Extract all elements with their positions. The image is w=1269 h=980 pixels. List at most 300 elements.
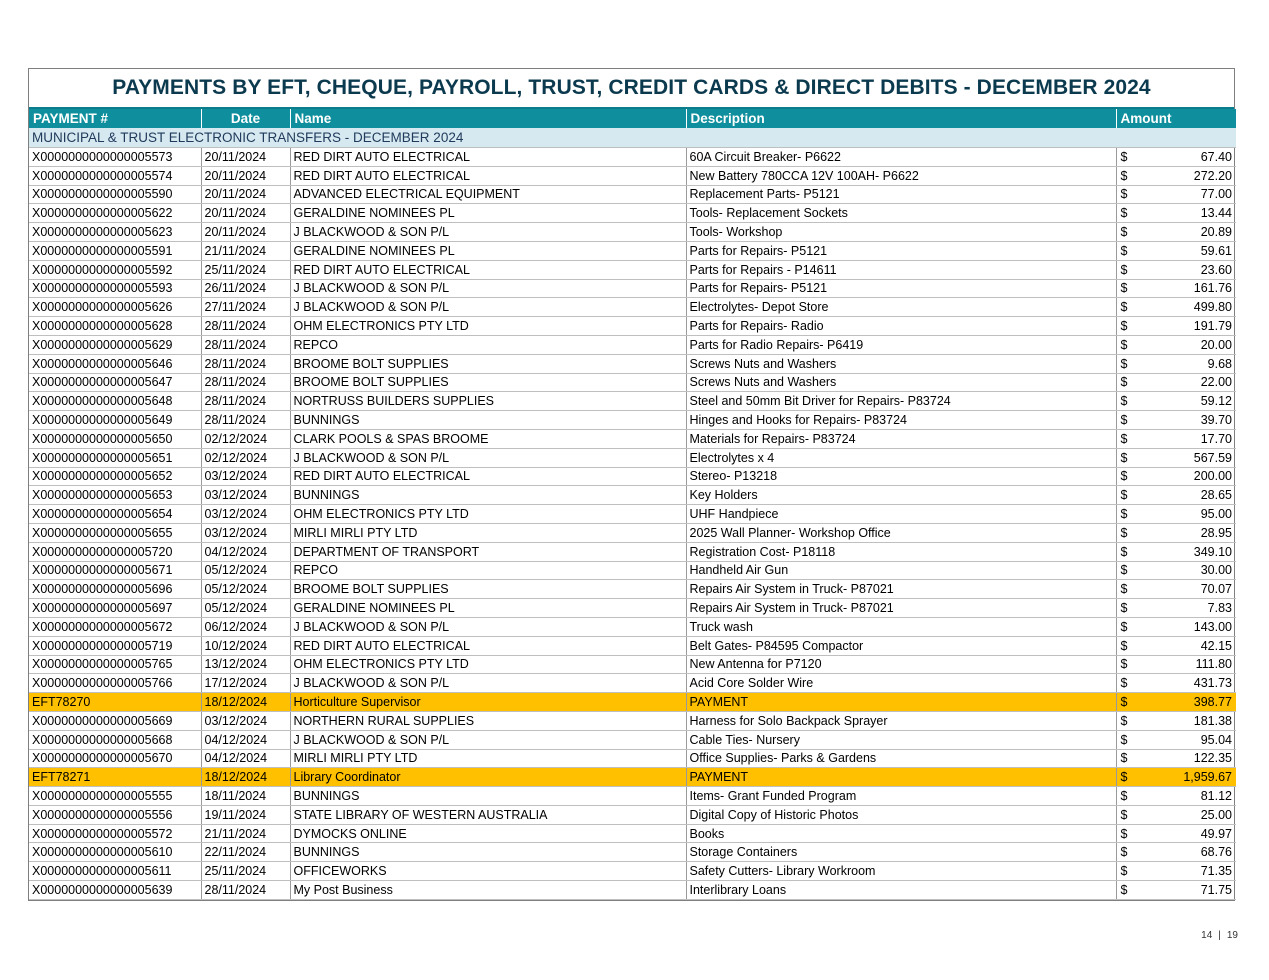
cell-description: Repairs Air System in Truck- P87021 xyxy=(686,580,1116,599)
amount-value: 28.65 xyxy=(1200,488,1232,503)
amount-value: 272.20 xyxy=(1193,168,1232,183)
cell-payment: EFT78270 xyxy=(29,693,201,712)
cell-date: 06/12/2024 xyxy=(201,617,290,636)
currency-symbol: $ xyxy=(1120,375,1128,390)
cell-description: Books xyxy=(686,824,1116,843)
currency-symbol: $ xyxy=(1120,713,1128,728)
amount-value: 1,959.67 xyxy=(1183,770,1232,785)
cell-date: 05/12/2024 xyxy=(201,561,290,580)
cell-amount xyxy=(1116,354,1236,373)
cell-date: 04/12/2024 xyxy=(201,749,290,768)
cell-payment: X0000000000000005610 xyxy=(29,843,201,862)
cell-payment: X0000000000000005652 xyxy=(29,467,201,486)
cell-payment: X0000000000000005697 xyxy=(29,599,201,618)
amount-value: 191.79 xyxy=(1193,319,1232,334)
table-row xyxy=(29,335,1236,354)
currency-symbol: $ xyxy=(1120,337,1128,352)
cell-name: CLARK POOLS & SPAS BROOME xyxy=(290,429,686,448)
cell-name: GERALDINE NOMINEES PL xyxy=(290,599,686,618)
cell-payment: X0000000000000005719 xyxy=(29,636,201,655)
amount-value: 95.00 xyxy=(1200,507,1232,522)
cell-date: 03/12/2024 xyxy=(201,467,290,486)
table-row xyxy=(29,204,1236,223)
cell-date: 28/11/2024 xyxy=(201,317,290,336)
amount-value: 77.00 xyxy=(1200,187,1232,202)
cell-amount xyxy=(1116,486,1236,505)
cell-date: 22/11/2024 xyxy=(201,843,290,862)
currency-symbol: $ xyxy=(1120,788,1128,803)
cell-date: 18/12/2024 xyxy=(201,693,290,712)
amount-value: 111.80 xyxy=(1195,657,1232,672)
cell-name: RED DIRT AUTO ELECTRICAL xyxy=(290,636,686,655)
table-row xyxy=(29,411,1236,430)
cell-description: Parts for Radio Repairs- P6419 xyxy=(686,335,1116,354)
table-row xyxy=(29,505,1236,524)
cell-date: 28/11/2024 xyxy=(201,373,290,392)
cell-description: Key Holders xyxy=(686,486,1116,505)
cell-description: Screws Nuts and Washers xyxy=(686,373,1116,392)
cell-description: Electrolytes- Depot Store xyxy=(686,298,1116,317)
amount-value: 49.97 xyxy=(1200,826,1232,841)
cell-payment: X0000000000000005628 xyxy=(29,317,201,336)
cell-name: GERALDINE NOMINEES PL xyxy=(290,241,686,260)
cell-amount xyxy=(1116,824,1236,843)
column-header-amount: Amount xyxy=(1116,109,1236,128)
table-row xyxy=(29,787,1236,806)
cell-description: Tools- Replacement Sockets xyxy=(686,204,1116,223)
column-header-payment: PAYMENT # xyxy=(29,109,201,128)
cell-name: J BLACKWOOD & SON P/L xyxy=(290,448,686,467)
table-row xyxy=(29,805,1236,824)
cell-description: Parts for Repairs- Radio xyxy=(686,317,1116,336)
cell-name: REPCO xyxy=(290,561,686,580)
cell-name: J BLACKWOOD & SON P/L xyxy=(290,223,686,242)
cell-payment: X0000000000000005655 xyxy=(29,523,201,542)
cell-amount xyxy=(1116,260,1236,279)
cell-payment: X0000000000000005696 xyxy=(29,580,201,599)
cell-amount xyxy=(1116,467,1236,486)
cell-name: J BLACKWOOD & SON P/L xyxy=(290,730,686,749)
amount-value: 161.76 xyxy=(1193,281,1232,296)
currency-symbol: $ xyxy=(1120,262,1128,277)
cell-description: Repairs Air System in Truck- P87021 xyxy=(686,599,1116,618)
cell-description: Truck wash xyxy=(686,617,1116,636)
table-row xyxy=(29,824,1236,843)
amount-value: 17.70 xyxy=(1200,431,1232,446)
currency-symbol: $ xyxy=(1120,243,1128,258)
cell-payment: X0000000000000005765 xyxy=(29,655,201,674)
cell-amount xyxy=(1116,542,1236,561)
cell-date: 20/11/2024 xyxy=(201,204,290,223)
currency-symbol: $ xyxy=(1120,563,1128,578)
cell-payment: X0000000000000005648 xyxy=(29,392,201,411)
cell-date: 05/12/2024 xyxy=(201,599,290,618)
cell-payment: X0000000000000005593 xyxy=(29,279,201,298)
cell-payment: X0000000000000005649 xyxy=(29,411,201,430)
cell-payment: X0000000000000005590 xyxy=(29,185,201,204)
currency-symbol: $ xyxy=(1120,695,1128,709)
cell-amount xyxy=(1116,505,1236,524)
table-row xyxy=(29,467,1236,486)
cell-date: 03/12/2024 xyxy=(201,486,290,505)
cell-name: BROOME BOLT SUPPLIES xyxy=(290,354,686,373)
page-current: 14 xyxy=(1201,930,1213,941)
cell-name: RED DIRT AUTO ELECTRICAL xyxy=(290,467,686,486)
amount-value: 431.73 xyxy=(1193,676,1232,691)
cell-description: Parts for Repairs- P5121 xyxy=(686,241,1116,260)
table-row xyxy=(29,241,1236,260)
cell-date: 13/12/2024 xyxy=(201,655,290,674)
table-row xyxy=(29,429,1236,448)
amount-value: 20.89 xyxy=(1200,225,1232,240)
amount-value: 143.00 xyxy=(1193,619,1232,634)
cell-description: Safety Cutters- Library Workroom xyxy=(686,862,1116,881)
amount-value: 71.35 xyxy=(1200,864,1232,879)
currency-symbol: $ xyxy=(1120,619,1128,634)
cell-name: BUNNINGS xyxy=(290,411,686,430)
cell-amount xyxy=(1116,448,1236,467)
table-row xyxy=(29,768,1236,787)
cell-name: My Post Business xyxy=(290,881,686,900)
cell-amount xyxy=(1116,148,1236,167)
cell-description: Hinges and Hooks for Repairs- P83724 xyxy=(686,411,1116,430)
amount-value: 349.10 xyxy=(1193,544,1232,559)
cell-amount xyxy=(1116,279,1236,298)
cell-payment: X0000000000000005654 xyxy=(29,505,201,524)
currency-symbol: $ xyxy=(1120,206,1128,221)
cell-date: 18/12/2024 xyxy=(201,768,290,787)
currency-symbol: $ xyxy=(1120,882,1128,897)
cell-name: NORTRUSS BUILDERS SUPPLIES xyxy=(290,392,686,411)
currency-symbol: $ xyxy=(1120,281,1128,296)
table-row xyxy=(29,862,1236,881)
cell-payment: X0000000000000005651 xyxy=(29,448,201,467)
amount-value: 398.77 xyxy=(1193,695,1232,709)
amount-value: 39.70 xyxy=(1200,413,1232,428)
cell-amount xyxy=(1116,787,1236,806)
page-number xyxy=(1198,930,1241,941)
currency-symbol: $ xyxy=(1120,413,1128,428)
cell-date: 21/11/2024 xyxy=(201,241,290,260)
cell-amount xyxy=(1116,429,1236,448)
amount-value: 122.35 xyxy=(1193,751,1232,766)
cell-amount xyxy=(1116,730,1236,749)
currency-symbol: $ xyxy=(1120,657,1128,672)
cell-description: Office Supplies- Parks & Gardens xyxy=(686,749,1116,768)
cell-description: Items- Grant Funded Program xyxy=(686,787,1116,806)
payments-sheet xyxy=(28,68,1235,901)
currency-symbol: $ xyxy=(1120,638,1128,653)
cell-description: Parts for Repairs - P14611 xyxy=(686,260,1116,279)
cell-date: 03/12/2024 xyxy=(201,711,290,730)
cell-description: 2025 Wall Planner- Workshop Office xyxy=(686,523,1116,542)
amount-value: 59.12 xyxy=(1200,394,1232,409)
table-row xyxy=(29,749,1236,768)
table-row xyxy=(29,711,1236,730)
cell-amount xyxy=(1116,862,1236,881)
cell-payment: X0000000000000005650 xyxy=(29,429,201,448)
cell-name: J BLACKWOOD & SON P/L xyxy=(290,617,686,636)
currency-symbol: $ xyxy=(1120,319,1128,334)
cell-amount xyxy=(1116,392,1236,411)
cell-date: 28/11/2024 xyxy=(201,881,290,900)
cell-description: PAYMENT xyxy=(686,693,1116,712)
cell-name: OHM ELECTRONICS PTY LTD xyxy=(290,317,686,336)
cell-date: 28/11/2024 xyxy=(201,335,290,354)
table-row xyxy=(29,674,1236,693)
cell-description: New Battery 780CCA 12V 100AH- P6622 xyxy=(686,166,1116,185)
cell-payment: X0000000000000005766 xyxy=(29,674,201,693)
cell-payment: X0000000000000005669 xyxy=(29,711,201,730)
table-row xyxy=(29,148,1236,167)
cell-description: Registration Cost- P18118 xyxy=(686,542,1116,561)
cell-date: 25/11/2024 xyxy=(201,260,290,279)
currency-symbol: $ xyxy=(1120,544,1128,559)
cell-description: Screws Nuts and Washers xyxy=(686,354,1116,373)
currency-symbol: $ xyxy=(1120,187,1128,202)
currency-symbol: $ xyxy=(1120,582,1128,597)
currency-symbol: $ xyxy=(1120,864,1128,879)
table-header-row xyxy=(29,109,1236,128)
currency-symbol: $ xyxy=(1120,450,1128,465)
table-row xyxy=(29,580,1236,599)
cell-name: MIRLI MIRLI PTY LTD xyxy=(290,523,686,542)
amount-value: 181.38 xyxy=(1193,713,1232,728)
cell-name: Horticulture Supervisor xyxy=(290,693,686,712)
cell-description: Digital Copy of Historic Photos xyxy=(686,805,1116,824)
table-row xyxy=(29,599,1236,618)
cell-name: BUNNINGS xyxy=(290,843,686,862)
table-row xyxy=(29,392,1236,411)
amount-value: 68.76 xyxy=(1200,845,1232,860)
currency-symbol: $ xyxy=(1120,751,1128,766)
table-row xyxy=(29,486,1236,505)
currency-symbol: $ xyxy=(1120,394,1128,409)
table-row xyxy=(29,317,1236,336)
cell-description: Steel and 50mm Bit Driver for Repairs- P83724 xyxy=(686,392,1116,411)
table-row xyxy=(29,693,1236,712)
amount-value: 22.00 xyxy=(1200,375,1232,390)
cell-name: RED DIRT AUTO ELECTRICAL xyxy=(290,166,686,185)
cell-date: 19/11/2024 xyxy=(201,805,290,824)
cell-amount xyxy=(1116,693,1236,712)
cell-date: 02/12/2024 xyxy=(201,448,290,467)
amount-value: 23.60 xyxy=(1200,262,1232,277)
table-row xyxy=(29,655,1236,674)
cell-payment: X0000000000000005670 xyxy=(29,749,201,768)
cell-description: Materials for Repairs- P83724 xyxy=(686,429,1116,448)
cell-date: 20/11/2024 xyxy=(201,223,290,242)
cell-description: PAYMENT xyxy=(686,768,1116,787)
currency-symbol: $ xyxy=(1120,431,1128,446)
payments-table xyxy=(29,109,1236,900)
cell-description: Replacement Parts- P5121 xyxy=(686,185,1116,204)
cell-date: 02/12/2024 xyxy=(201,429,290,448)
cell-payment: X0000000000000005572 xyxy=(29,824,201,843)
cell-amount xyxy=(1116,805,1236,824)
cell-date: 17/12/2024 xyxy=(201,674,290,693)
cell-payment: X0000000000000005720 xyxy=(29,542,201,561)
cell-amount xyxy=(1116,166,1236,185)
cell-description: Tools- Workshop xyxy=(686,223,1116,242)
amount-value: 59.61 xyxy=(1200,243,1232,258)
amount-value: 20.00 xyxy=(1200,337,1232,352)
cell-amount xyxy=(1116,674,1236,693)
table-row xyxy=(29,561,1236,580)
table-row xyxy=(29,448,1236,467)
cell-payment: X0000000000000005653 xyxy=(29,486,201,505)
cell-date: 04/12/2024 xyxy=(201,542,290,561)
cell-amount xyxy=(1116,373,1236,392)
amount-value: 95.04 xyxy=(1200,732,1232,747)
cell-amount xyxy=(1116,636,1236,655)
cell-amount xyxy=(1116,411,1236,430)
cell-name: BUNNINGS xyxy=(290,787,686,806)
cell-name: REPCO xyxy=(290,335,686,354)
cell-date: 03/12/2024 xyxy=(201,523,290,542)
cell-name: MIRLI MIRLI PTY LTD xyxy=(290,749,686,768)
cell-amount xyxy=(1116,617,1236,636)
amount-value: 13.44 xyxy=(1200,206,1232,221)
cell-date: 28/11/2024 xyxy=(201,354,290,373)
cell-date: 20/11/2024 xyxy=(201,148,290,167)
amount-value: 30.00 xyxy=(1200,563,1232,578)
cell-date: 05/12/2024 xyxy=(201,580,290,599)
page-total: 19 xyxy=(1226,930,1238,941)
page-title: PAYMENTS BY EFT, CHEQUE, PAYROLL, TRUST, CREDIT CARDS & DIRECT DEBITS - DECEMBER 2024 xyxy=(29,69,1234,109)
cell-name: BUNNINGS xyxy=(290,486,686,505)
cell-description: New Antenna for P7120 xyxy=(686,655,1116,674)
table-row xyxy=(29,636,1236,655)
cell-description: Interlibrary Loans xyxy=(686,881,1116,900)
currency-symbol: $ xyxy=(1120,507,1128,522)
cell-amount xyxy=(1116,580,1236,599)
cell-name: RED DIRT AUTO ELECTRICAL xyxy=(290,260,686,279)
cell-name: GERALDINE NOMINEES PL xyxy=(290,204,686,223)
currency-symbol: $ xyxy=(1120,469,1128,484)
cell-amount xyxy=(1116,561,1236,580)
cell-description: Stereo- P13218 xyxy=(686,467,1116,486)
cell-amount xyxy=(1116,185,1236,204)
table-row xyxy=(29,185,1236,204)
cell-payment: X0000000000000005555 xyxy=(29,787,201,806)
table-row xyxy=(29,279,1236,298)
cell-amount xyxy=(1116,335,1236,354)
cell-amount xyxy=(1116,223,1236,242)
currency-symbol: $ xyxy=(1120,826,1128,841)
cell-date: 04/12/2024 xyxy=(201,730,290,749)
amount-value: 42.15 xyxy=(1200,638,1232,653)
cell-payment: X0000000000000005622 xyxy=(29,204,201,223)
table-row xyxy=(29,542,1236,561)
currency-symbol: $ xyxy=(1120,488,1128,503)
cell-description: Harness for Solo Backpack Sprayer xyxy=(686,711,1116,730)
cell-name: BROOME BOLT SUPPLIES xyxy=(290,373,686,392)
cell-description: Parts for Repairs- P5121 xyxy=(686,279,1116,298)
cell-description: 60A Circuit Breaker- P6622 xyxy=(686,148,1116,167)
currency-symbol: $ xyxy=(1120,845,1128,860)
amount-value: 67.40 xyxy=(1200,149,1232,164)
currency-symbol: $ xyxy=(1120,732,1128,747)
cell-description: Electrolytes x 4 xyxy=(686,448,1116,467)
column-header-name: Name xyxy=(290,109,686,128)
page-separator: | xyxy=(1218,930,1221,941)
cell-name: DEPARTMENT OF TRANSPORT xyxy=(290,542,686,561)
cell-payment: X0000000000000005556 xyxy=(29,805,201,824)
cell-name: DYMOCKS ONLINE xyxy=(290,824,686,843)
column-header-date: Date xyxy=(201,109,290,128)
cell-amount xyxy=(1116,523,1236,542)
table-row xyxy=(29,523,1236,542)
table-row xyxy=(29,843,1236,862)
cell-date: 25/11/2024 xyxy=(201,862,290,881)
currency-symbol: $ xyxy=(1120,300,1128,315)
cell-name: BROOME BOLT SUPPLIES xyxy=(290,580,686,599)
currency-symbol: $ xyxy=(1120,356,1128,371)
amount-value: 9.68 xyxy=(1207,356,1232,371)
cell-payment: X0000000000000005668 xyxy=(29,730,201,749)
cell-name: OHM ELECTRONICS PTY LTD xyxy=(290,655,686,674)
currency-symbol: $ xyxy=(1120,149,1128,164)
cell-payment: X0000000000000005573 xyxy=(29,148,201,167)
cell-amount xyxy=(1116,298,1236,317)
cell-amount xyxy=(1116,241,1236,260)
cell-payment: X0000000000000005591 xyxy=(29,241,201,260)
cell-payment: X0000000000000005623 xyxy=(29,223,201,242)
table-row xyxy=(29,354,1236,373)
cell-amount xyxy=(1116,843,1236,862)
cell-date: 27/11/2024 xyxy=(201,298,290,317)
cell-name: RED DIRT AUTO ELECTRICAL xyxy=(290,148,686,167)
cell-name: J BLACKWOOD & SON P/L xyxy=(290,298,686,317)
amount-value: 499.80 xyxy=(1193,300,1232,315)
cell-amount xyxy=(1116,317,1236,336)
cell-name: J BLACKWOOD & SON P/L xyxy=(290,279,686,298)
cell-date: 20/11/2024 xyxy=(201,185,290,204)
cell-amount xyxy=(1116,749,1236,768)
cell-description: Cable Ties- Nursery xyxy=(686,730,1116,749)
amount-value: 200.00 xyxy=(1193,469,1232,484)
cell-payment: X0000000000000005672 xyxy=(29,617,201,636)
table-row xyxy=(29,223,1236,242)
cell-payment: X0000000000000005671 xyxy=(29,561,201,580)
cell-description: Handheld Air Gun xyxy=(686,561,1116,580)
currency-symbol: $ xyxy=(1120,225,1128,240)
currency-symbol: $ xyxy=(1120,601,1128,616)
cell-amount xyxy=(1116,881,1236,900)
cell-amount xyxy=(1116,204,1236,223)
cell-description: UHF Handpiece xyxy=(686,505,1116,524)
cell-payment: X0000000000000005647 xyxy=(29,373,201,392)
amount-value: 7.83 xyxy=(1207,601,1232,616)
cell-name: OHM ELECTRONICS PTY LTD xyxy=(290,505,686,524)
cell-payment: X0000000000000005626 xyxy=(29,298,201,317)
currency-symbol: $ xyxy=(1120,525,1128,540)
cell-date: 18/11/2024 xyxy=(201,787,290,806)
amount-value: 567.59 xyxy=(1193,450,1232,465)
amount-value: 70.07 xyxy=(1200,582,1232,597)
cell-payment: EFT78271 xyxy=(29,768,201,787)
column-header-description: Description xyxy=(686,109,1116,128)
cell-date: 28/11/2024 xyxy=(201,392,290,411)
currency-symbol: $ xyxy=(1120,770,1128,785)
section-header-row xyxy=(29,128,1236,148)
table-row xyxy=(29,617,1236,636)
currency-symbol: $ xyxy=(1120,676,1128,691)
table-row xyxy=(29,881,1236,900)
amount-value: 28.95 xyxy=(1200,525,1232,540)
cell-payment: X0000000000000005646 xyxy=(29,354,201,373)
